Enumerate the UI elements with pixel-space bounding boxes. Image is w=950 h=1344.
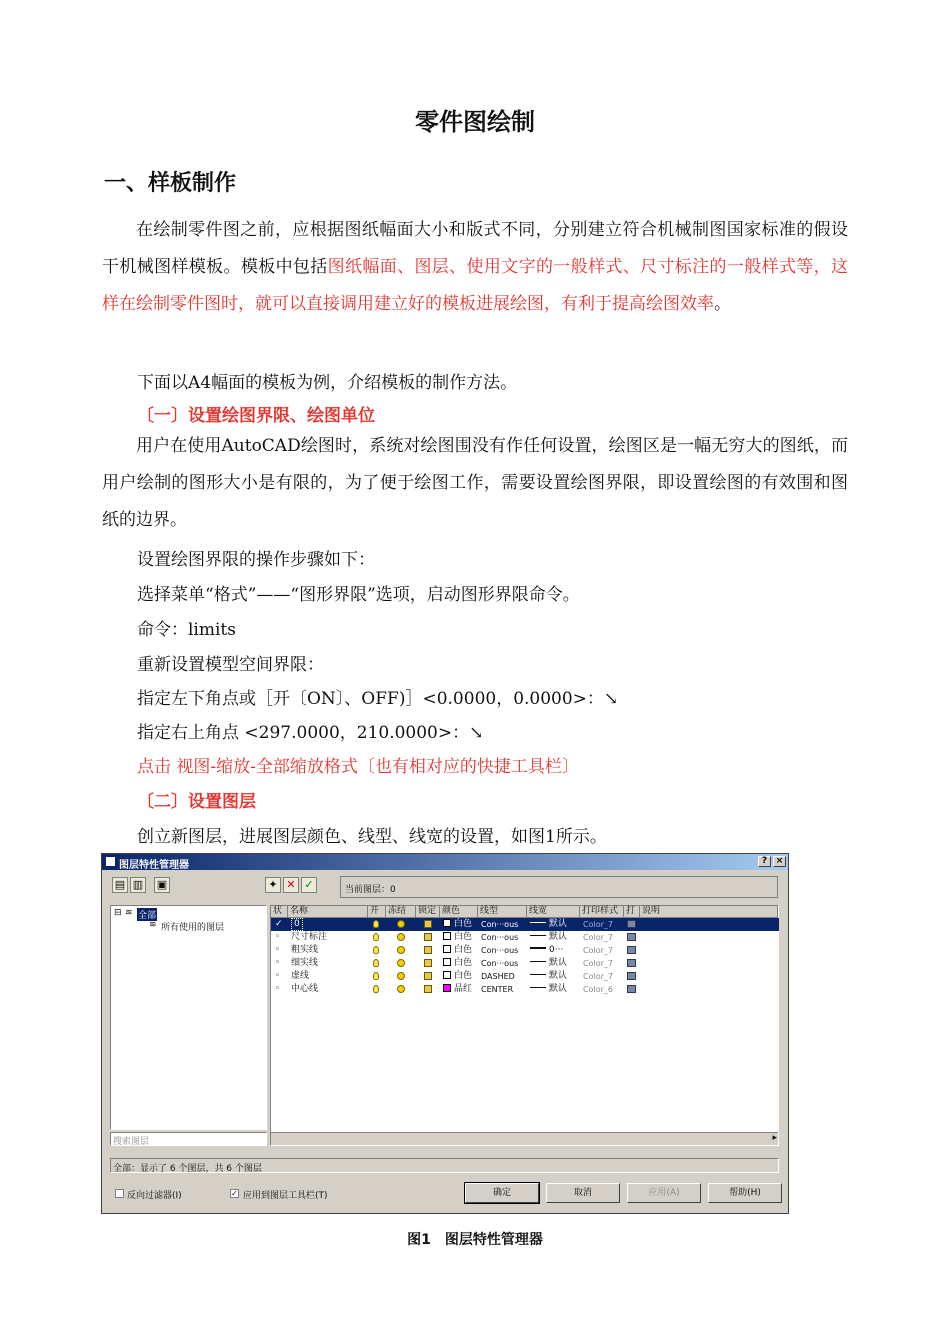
layer-lineweight[interactable] — [530, 983, 567, 996]
layer-plot-style: Color_7 — [583, 920, 613, 929]
subheading-layers: 〔二〕设置图层 — [137, 792, 256, 812]
layer-color[interactable] — [443, 931, 472, 944]
layer-name[interactable]: 虚线 — [291, 971, 310, 981]
help-title-button[interactable]: ? — [758, 856, 771, 867]
new-filter-icon[interactable]: ▤ — [112, 877, 128, 893]
col-name[interactable]: 名称 — [288, 906, 368, 918]
subheading-limits: 〔一〕设置绘图界限、绘图单位 — [137, 406, 375, 426]
col-linetype[interactable]: 线型 — [478, 906, 527, 918]
table-row[interactable] — [271, 944, 779, 957]
section-heading: 一、样板制作 — [104, 171, 237, 196]
layer-list[interactable] — [270, 905, 779, 1146]
page-title: 零件图绘制 — [415, 108, 535, 136]
tree-item-used[interactable]: 所有使用的图层 — [161, 923, 225, 933]
col-on[interactable]: 开 — [368, 906, 386, 918]
invert-filter-checkbox[interactable] — [115, 1189, 124, 1198]
table-row[interactable] — [271, 957, 779, 970]
filter-tree[interactable] — [110, 905, 267, 1130]
horizontal-scrollbar[interactable] — [271, 1132, 778, 1145]
menu-line: 选择菜单“格式”——“图形界限”选项，启动图形界限命令。 — [137, 585, 580, 605]
layer-color-name: 白色 — [454, 958, 473, 968]
status-bar — [110, 1158, 779, 1173]
layer-linetype[interactable]: Con···ous — [481, 933, 519, 942]
layer-color[interactable] — [443, 944, 472, 957]
current-check-icon: ✓ — [275, 919, 283, 929]
current-layer-label: 当前图层：0 — [345, 885, 396, 895]
layer-name[interactable]: 尺寸标注 — [291, 932, 328, 942]
used-filter-icon: ≋ — [149, 920, 157, 930]
help-button[interactable]: 帮助(H) — [708, 1183, 782, 1203]
group-filter-icon[interactable]: ▥ — [130, 877, 146, 893]
layer-plot-style: Color_7 — [583, 946, 613, 955]
lineweight-value: 默认 — [549, 971, 568, 981]
steps-line: 设置绘图界限的操作步骤如下： — [137, 550, 375, 570]
col-description[interactable]: 说明 — [640, 906, 778, 918]
layer-linetype[interactable]: DASHED — [481, 972, 515, 981]
table-row[interactable] — [271, 983, 779, 996]
delete-layer-icon[interactable]: ✕ — [283, 877, 299, 893]
printer-icon[interactable] — [627, 983, 636, 998]
color-swatch — [443, 984, 451, 992]
tree-item-all[interactable]: 全部 — [137, 908, 157, 921]
layers-line: 创立新图层，进展图层颜色、线型、线宽的设置，如图1所示。 — [137, 827, 607, 847]
search-placeholder: 搜索图层 — [113, 1137, 150, 1147]
figure-caption: 图1 图层特性管理器 — [407, 1232, 543, 1248]
set-current-icon[interactable]: ✓ — [301, 877, 317, 893]
reset-line: 重新设置模型空间界限： — [137, 655, 324, 675]
upper-right-line: 指定右上角点 <297.0000，210.0000>：↘ — [137, 723, 484, 743]
layer-lineweight[interactable] — [530, 970, 567, 983]
layer-lineweight[interactable] — [530, 931, 567, 944]
app-icon — [105, 856, 116, 867]
layer-properties-dialog — [101, 853, 789, 1214]
lineweight-sample — [530, 947, 546, 949]
layer-name[interactable]: 细实线 — [291, 958, 319, 968]
intro-text: 在绘制零件图之前，应根据图纸幅面大小和版式不同，分别建立符合机械制图国家标准的假设干机械图样模板。模板中包括 — [102, 220, 848, 277]
apply-button[interactable]: 应用(A) — [627, 1183, 701, 1203]
intro-end: 。 — [714, 294, 731, 314]
layer-state-icon: ◦ — [275, 932, 281, 942]
limits-paragraph: 用户在使用AutoCAD绘图时，系统对绘图围没有作任何设置，绘图区是一幅无穷大的图纸，而用户绘制的图形大小是有限的，为了便于绘图工作，需要设置绘图界限，即设置绘图的有效围和图纸的边界。 — [102, 436, 848, 530]
intro-highlight: 图纸幅面、图层、使用文字的一般样式、尺寸标注的一般样式等，这样在绘制零件图时，就可以直接调用建立好的模板进展绘图，有利于提高绘图效率 — [102, 257, 849, 314]
layer-color-name: 白色 — [454, 971, 473, 981]
layer-lineweight[interactable] — [530, 957, 567, 970]
layer-plot-style: Color_6 — [583, 985, 613, 994]
zoom-line: 点击 视图-缩放-全部缩放格式〔也有相对应的快捷工具栏〕 — [137, 757, 579, 777]
dialog-titlebar — [102, 854, 788, 870]
layer-linetype[interactable]: Con···ous — [481, 920, 519, 929]
layer-linetype[interactable]: Con···ous — [481, 946, 519, 955]
col-plot-style[interactable]: 打印样式 — [580, 906, 624, 918]
intro-paragraph — [102, 212, 848, 323]
lower-left-line: 指定左下角点或［开〔ON〕、OFF)］<0.0000，0.0000>：↘ — [137, 689, 619, 709]
layer-name[interactable]: 粗实线 — [291, 945, 319, 955]
color-swatch — [443, 919, 451, 927]
layer-color-name: 白色 — [454, 919, 473, 929]
layer-color-name: 品红 — [454, 984, 473, 994]
col-plot[interactable]: 打 — [624, 906, 640, 918]
tree-expander-icon[interactable]: ⊟ — [114, 908, 122, 918]
layer-linetype[interactable]: CENTER — [481, 985, 514, 994]
layer-state-icon: ◦ — [275, 958, 281, 968]
layer-plot-style: Color_7 — [583, 972, 613, 981]
current-layer-box — [340, 876, 778, 898]
dialog-title: 图层特性管理器 — [119, 860, 189, 871]
col-color[interactable]: 颜色 — [440, 906, 478, 918]
col-lineweight[interactable]: 线宽 — [527, 906, 580, 918]
layer-color[interactable] — [443, 983, 472, 996]
layer-color-name: 白色 — [454, 932, 473, 942]
layer-state-icon: ◦ — [275, 945, 281, 955]
apply-toolbar-checkbox[interactable]: ✓ — [231, 1189, 238, 1198]
new-layer-icon[interactable]: ✦ — [265, 877, 281, 893]
state-manager-icon[interactable]: ▣ — [154, 877, 170, 893]
lineweight-value: 0··· — [549, 945, 564, 955]
col-freeze[interactable]: 冻结 — [386, 906, 416, 918]
layer-color[interactable] — [443, 970, 472, 983]
color-swatch — [443, 971, 451, 979]
color-swatch — [443, 945, 451, 953]
lineweight-value: 默认 — [549, 958, 568, 968]
lineweight-value: 默认 — [549, 932, 568, 942]
table-row[interactable] — [271, 931, 779, 944]
close-button[interactable]: × — [773, 856, 786, 867]
lock-icon[interactable] — [424, 983, 432, 998]
cancel-button[interactable]: 取消 — [546, 1183, 620, 1203]
layer-name[interactable]: 中心线 — [291, 984, 319, 994]
lineweight-sample — [530, 935, 546, 936]
apply-toolbar-label: 应用到图层工具栏(T) — [243, 1191, 328, 1201]
bulb-icon[interactable] — [373, 983, 379, 998]
col-status[interactable]: 状 — [271, 906, 288, 918]
layer-plot-style: Color_7 — [583, 959, 613, 968]
col-lock[interactable]: 锁定 — [416, 906, 440, 918]
sun-icon[interactable] — [397, 983, 405, 998]
search-input[interactable] — [110, 1132, 267, 1146]
lineweight-sample — [530, 961, 546, 962]
layer-lineweight[interactable] — [530, 918, 567, 931]
layers-stack-icon: ≋ — [125, 908, 133, 918]
layer-color-name: 白色 — [454, 945, 473, 955]
lineweight-value: 默认 — [549, 984, 568, 994]
layer-lineweight[interactable] — [530, 944, 563, 957]
status-text: 全部：显示了 6 个图层，共 6 个图层 — [113, 1164, 262, 1174]
layer-plot-style: Color_7 — [583, 933, 613, 942]
command-line: 命令：limits — [137, 620, 236, 640]
layer-name[interactable]: 0 — [291, 918, 303, 931]
lineweight-sample — [530, 974, 546, 975]
invert-filter-label: 反向过滤器(I) — [127, 1191, 182, 1201]
lineweight-sample — [530, 922, 546, 923]
lineweight-value: 默认 — [549, 919, 568, 929]
layer-color[interactable] — [443, 957, 472, 970]
scroll-right-icon[interactable]: ▸ — [772, 1133, 777, 1143]
table-row[interactable] — [271, 970, 779, 983]
layer-color[interactable] — [443, 918, 472, 931]
table-row[interactable] — [271, 918, 779, 931]
layer-state-icon: ◦ — [275, 984, 281, 994]
color-swatch — [443, 958, 451, 966]
ok-button[interactable]: 确定 — [465, 1183, 539, 1203]
a4-example-line: 下面以A4幅面的模板为例，介绍模板的制作方法。 — [137, 373, 518, 393]
lineweight-sample — [530, 987, 546, 988]
layer-linetype[interactable]: Con···ous — [481, 959, 519, 968]
color-swatch — [443, 932, 451, 940]
layer-state-icon: ◦ — [275, 971, 281, 981]
